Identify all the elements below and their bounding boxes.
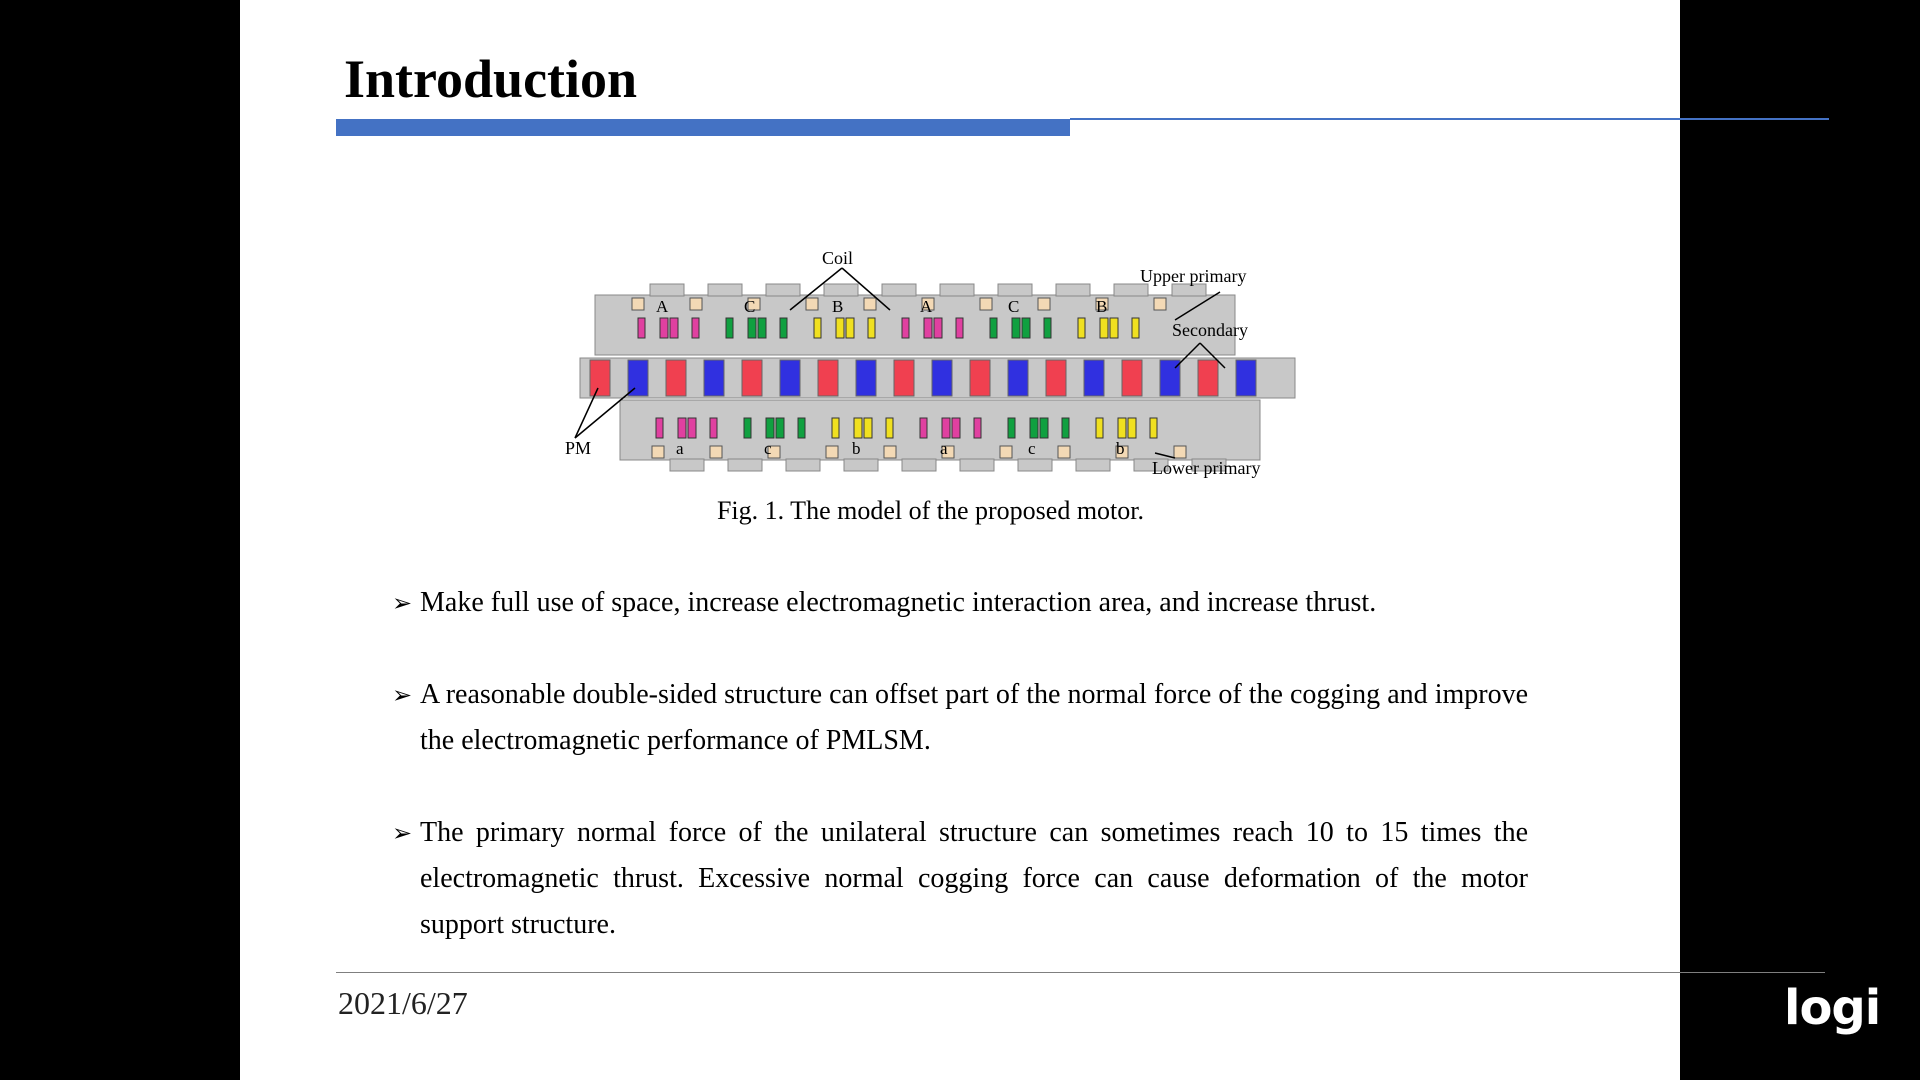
- upper-coil-side: [934, 318, 942, 338]
- upper-coil-side: [726, 318, 733, 338]
- lower-coil-side: [678, 418, 686, 438]
- lower-tooth: [1076, 459, 1110, 471]
- lower-coil-side: [886, 418, 893, 438]
- permanent-magnet: [932, 360, 952, 396]
- lower-coil-side: [974, 418, 981, 438]
- permanent-magnet: [1198, 360, 1218, 396]
- upper-tooth: [708, 284, 742, 296]
- permanent-magnet: [780, 360, 800, 396]
- bullet-arrow-icon: ➢: [392, 589, 413, 617]
- upper-coil-side: [660, 318, 668, 338]
- lower-phase-label: b: [852, 439, 861, 458]
- upper-coil-side: [1044, 318, 1051, 338]
- title-underline-thick: [336, 119, 1070, 136]
- label-secondary: Secondary: [1172, 320, 1248, 340]
- upper-coil-side: [846, 318, 854, 338]
- permanent-magnet: [894, 360, 914, 396]
- upper-phase-label: C: [1008, 297, 1020, 316]
- upper-hatched-slot: [690, 298, 702, 310]
- lower-coil-side: [744, 418, 751, 438]
- bullet-text: The primary normal force of the unilateral structure can sometimes reach 10 to 15 times the electromagnetic thrust. Excessive normal cogging force can cause deformation of the motor support structure.: [420, 817, 1528, 940]
- label-pm: PM: [565, 438, 592, 458]
- upper-coil-side: [638, 318, 645, 338]
- upper-tooth: [998, 284, 1032, 296]
- upper-tooth: [1056, 284, 1090, 296]
- upper-hatched-slot: [1038, 298, 1050, 310]
- upper-coil-side: [836, 318, 844, 338]
- lower-coil-side: [1062, 418, 1069, 438]
- bullet-text: Make full use of space, increase electromagnetic interaction area, and increase thrust.: [420, 587, 1377, 618]
- upper-coil-side: [758, 318, 766, 338]
- permanent-magnet: [590, 360, 610, 396]
- upper-phase-label: A: [920, 297, 933, 316]
- permanent-magnet: [818, 360, 838, 396]
- upper-hatched-slot: [980, 298, 992, 310]
- upper-tooth: [650, 284, 684, 296]
- lower-coil-side: [952, 418, 960, 438]
- label-coil: Coil: [822, 248, 854, 268]
- permanent-magnet: [856, 360, 876, 396]
- upper-phase-label: B: [1096, 297, 1108, 316]
- slide: [240, 0, 1680, 1080]
- upper-coil-side: [956, 318, 963, 338]
- permanent-magnet: [704, 360, 724, 396]
- permanent-magnet: [742, 360, 762, 396]
- permanent-magnet: [1084, 360, 1104, 396]
- lower-phase-label: c: [764, 439, 772, 458]
- upper-coil-side: [780, 318, 787, 338]
- lower-tooth: [844, 459, 878, 471]
- lower-tooth: [786, 459, 820, 471]
- logi-logo: logi: [1784, 980, 1881, 1036]
- upper-hatched-slot: [806, 298, 818, 310]
- upper-coil-side: [1012, 318, 1020, 338]
- lower-hatched-slot: [710, 446, 722, 458]
- lower-coil-side: [854, 418, 862, 438]
- lower-coil-side: [798, 418, 805, 438]
- label-lower-primary: Lower primary: [1152, 458, 1261, 478]
- lower-coil-side: [710, 418, 717, 438]
- upper-phase-label: B: [832, 297, 844, 316]
- lower-coil-side: [656, 418, 663, 438]
- upper-coil-side: [814, 318, 821, 338]
- lower-hatched-slot: [1058, 446, 1070, 458]
- upper-coil-side: [692, 318, 699, 338]
- upper-tooth: [824, 284, 858, 296]
- upper-phase-label: C: [744, 297, 756, 316]
- upper-coil-side: [1022, 318, 1030, 338]
- slide-date: 2021/6/27: [338, 985, 468, 1021]
- upper-hatched-slot: [1154, 298, 1166, 310]
- bullet-list: [390, 580, 1528, 994]
- permanent-magnet: [1046, 360, 1066, 396]
- upper-tooth: [940, 284, 974, 296]
- slide-title: Introduction: [344, 49, 638, 109]
- upper-coil-side: [1132, 318, 1139, 338]
- lower-coil-side: [766, 418, 774, 438]
- lower-hatched-slot: [1000, 446, 1012, 458]
- upper-hatched-slot: [632, 298, 644, 310]
- lower-coil-side: [1040, 418, 1048, 438]
- lower-coil-side: [864, 418, 872, 438]
- lower-tooth: [902, 459, 936, 471]
- lower-coil-side: [688, 418, 696, 438]
- upper-coil-side: [748, 318, 756, 338]
- upper-phase-label: A: [656, 297, 669, 316]
- lower-coil-side: [776, 418, 784, 438]
- lower-phase-label: b: [1116, 439, 1125, 458]
- upper-tooth: [882, 284, 916, 296]
- upper-coil-side: [670, 318, 678, 338]
- lower-tooth: [728, 459, 762, 471]
- upper-coil-side: [924, 318, 932, 338]
- lower-coil-side: [920, 418, 927, 438]
- permanent-magnet: [1122, 360, 1142, 396]
- lower-phase-label: a: [940, 439, 948, 458]
- upper-coil-side: [902, 318, 909, 338]
- lower-tooth: [960, 459, 994, 471]
- lower-coil-side: [1128, 418, 1136, 438]
- upper-coil-side: [1078, 318, 1085, 338]
- lower-phase-label: c: [1028, 439, 1036, 458]
- lower-hatched-slot: [1174, 446, 1186, 458]
- upper-coil-side: [868, 318, 875, 338]
- bullet-text: A reasonable double-sided structure can offset part of the normal force of the cogging and improve the electromagnetic performance of PMLSM.: [420, 679, 1528, 756]
- lower-coil-side: [1030, 418, 1038, 438]
- bullet-item: [390, 580, 1528, 626]
- lower-coil-side: [1008, 418, 1015, 438]
- bullet-item: [390, 672, 1528, 764]
- upper-tooth: [766, 284, 800, 296]
- lower-tooth: [670, 459, 704, 471]
- upper-coil-side: [990, 318, 997, 338]
- lower-coil-side: [1118, 418, 1126, 438]
- lower-coil-side: [1150, 418, 1157, 438]
- title-underline-thin: [1070, 118, 1829, 120]
- bullet-arrow-icon: ➢: [392, 681, 413, 709]
- upper-hatched-slot: [864, 298, 876, 310]
- lower-tooth: [1018, 459, 1052, 471]
- upper-coil-side: [1110, 318, 1118, 338]
- label-upper-primary: Upper primary: [1140, 266, 1247, 286]
- lower-hatched-slot: [884, 446, 896, 458]
- bullet-arrow-icon: ➢: [392, 819, 413, 847]
- permanent-magnet: [1236, 360, 1256, 396]
- lower-coil-side: [832, 418, 839, 438]
- lower-hatched-slot: [652, 446, 664, 458]
- motor-model-figure: [560, 240, 1360, 480]
- permanent-magnet: [970, 360, 990, 396]
- lower-phase-label: a: [676, 439, 684, 458]
- lower-coil-side: [1096, 418, 1103, 438]
- bullet-item: [390, 810, 1528, 948]
- permanent-magnet: [1008, 360, 1028, 396]
- figure-caption: Fig. 1. The model of the proposed motor.: [716, 496, 1145, 525]
- upper-coil-side: [1100, 318, 1108, 338]
- permanent-magnet: [666, 360, 686, 396]
- footer-divider: [336, 972, 1825, 973]
- lower-coil-side: [942, 418, 950, 438]
- lower-hatched-slot: [826, 446, 838, 458]
